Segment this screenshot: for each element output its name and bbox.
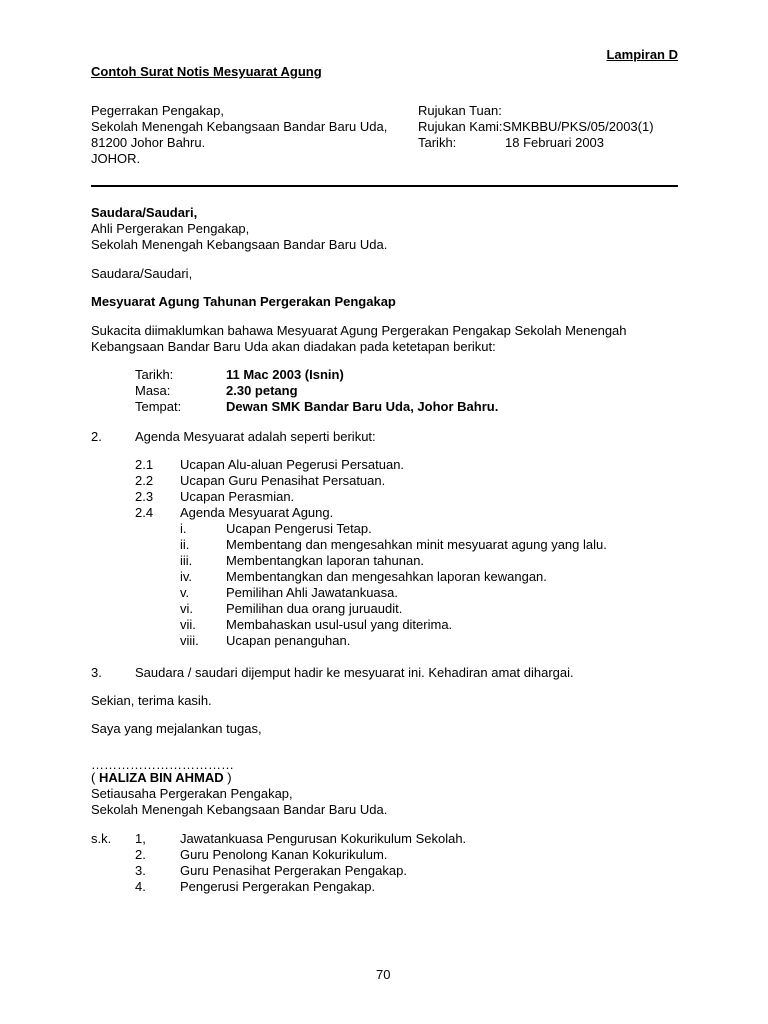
agenda-item [135, 505, 334, 521]
agenda-num: 2.3 [135, 489, 154, 504]
signatory-bracket-open: ( [91, 770, 99, 785]
tarikh-label: Tarikh: [418, 135, 457, 150]
subagenda-num: i. [180, 521, 187, 536]
cc-label: s.k. [91, 831, 112, 846]
sign-intro: Saya yang mejalankan tugas, [91, 721, 262, 736]
agenda-text: Agenda Mesyuarat Agung. [180, 505, 334, 520]
subagenda-num: vii. [180, 617, 196, 632]
subagenda-text: Membentangkan laporan tahunan. [226, 553, 425, 568]
reference-block [418, 103, 654, 151]
subagenda-num: vi. [180, 601, 193, 616]
cc-num: 2. [135, 847, 146, 862]
subagenda-num: ii. [180, 537, 190, 552]
agenda-item [135, 489, 295, 505]
agenda-text: Ucapan Guru Penasihat Persatuan. [180, 473, 386, 488]
signature-line: …………………………… [91, 757, 234, 772]
agenda-num: 2.1 [135, 457, 154, 472]
intro-line: Kebangsaan Bandar Baru Uda akan diadakan pada ketetapan berikut: [91, 339, 496, 354]
agenda-item [135, 473, 386, 489]
sender-address [91, 103, 387, 167]
greeting: Saudara/Saudari, [91, 266, 193, 281]
subagenda-item [180, 569, 547, 585]
detail-row [135, 383, 298, 399]
lampiran-label: Lampiran D [606, 47, 678, 62]
subagenda-item [180, 521, 372, 537]
agenda-num: 2.4 [135, 505, 154, 520]
cc-text: Jawatankuasa Pengurusan Kokurikulum Sekolah. [180, 831, 467, 846]
detail-label: Tempat: [135, 399, 182, 414]
rujukan-kami: Rujukan Kami:SMKBBU/PKS/05/2003(1) [418, 119, 654, 134]
cc-item [135, 879, 376, 895]
horizontal-divider [91, 185, 678, 187]
detail-value: Dewan SMK Bandar Baru Uda, Johor Bahru. [226, 399, 499, 414]
recipient-line: Sekolah Menengah Kebangsaan Bandar Baru Uda. [91, 237, 388, 252]
subagenda-num: viii. [180, 633, 199, 648]
agenda-num: 2.2 [135, 473, 154, 488]
sender-line: Sekolah Menengah Kebangsaan Bandar Baru Uda, [91, 119, 388, 134]
agenda-item [135, 457, 405, 473]
agenda-text: Ucapan Alu-aluan Pegerusi Persatuan. [180, 457, 405, 472]
detail-value: 11 Mac 2003 (Isnin) [226, 367, 344, 382]
subagenda-item [180, 585, 398, 601]
cc-num: 1, [135, 831, 146, 846]
invite-num: 3. [91, 665, 102, 680]
document-title: Contoh Surat Notis Mesyuarat Agung [91, 64, 322, 79]
subagenda-num: iv. [180, 569, 193, 584]
sender-line: Pegerrakan Pengakap, [91, 103, 224, 118]
detail-label: Tarikh: [135, 367, 174, 382]
subagenda-item [180, 537, 607, 553]
cc-text: Guru Penasihat Pergerakan Pengakap. [180, 863, 407, 878]
signatory-school: Sekolah Menengah Kebangsaan Bandar Baru Uda. [91, 802, 388, 817]
agenda-text: Ucapan Perasmian. [180, 489, 295, 504]
detail-label: Masa: [135, 383, 171, 398]
cc-num: 4. [135, 879, 146, 894]
signatory-bracket-close: ) [223, 770, 232, 785]
cc-list [135, 831, 467, 895]
cc-text: Guru Penolong Kanan Kokurikulum. [180, 847, 388, 862]
cc-num: 3. [135, 863, 146, 878]
rujukan-tuan: Rujukan Tuan: [418, 103, 502, 118]
agenda-intro-text: Agenda Mesyuarat adalah seperti berikut: [135, 429, 376, 444]
subagenda-text: Ucapan penanguhan. [226, 633, 351, 648]
intro-line: Sukacita diimaklumkan bahawa Mesyuarat Agung Pergerakan Pengakap Sekolah Menengah [91, 323, 627, 338]
subagenda-text: Pemilihan Ahli Jawatankuasa. [226, 585, 398, 600]
meeting-details [135, 367, 499, 415]
subagenda-item [180, 617, 453, 633]
closing-text: Sekian, terima kasih. [91, 693, 212, 708]
detail-value: 2.30 petang [226, 383, 298, 398]
recipient-block [91, 205, 387, 253]
signatory-name-row [91, 770, 232, 786]
recipient-salutation: Saudara/Saudari, [91, 205, 198, 220]
sender-line: JOHOR. [91, 151, 141, 166]
sender-line: 81200 Johor Bahru. [91, 135, 206, 150]
subagenda-num: v. [180, 585, 190, 600]
subagenda-item [180, 553, 425, 569]
subagenda-text: Membentangkan dan mengesahkan laporan kewangan. [226, 569, 547, 584]
agenda-list [135, 457, 405, 521]
cc-item [135, 863, 407, 879]
subagenda-item [180, 633, 351, 649]
detail-row [135, 399, 499, 415]
cc-item [135, 847, 388, 863]
cc-item [135, 831, 467, 847]
tarikh-value: 18 Februari 2003 [505, 135, 605, 150]
subagenda-num: iii. [180, 553, 193, 568]
page-number: 70 [376, 967, 391, 982]
subagenda-item [180, 601, 403, 617]
invite-text: Saudara / saudari dijemput hadir ke mesyuarat ini. Kehadiran amat dihargai. [135, 665, 574, 680]
signatory-title: Setiausaha Pergerakan Pengakap, [91, 786, 293, 801]
recipient-line: Ahli Pergerakan Pengakap, [91, 221, 250, 236]
subagenda-text: Ucapan Pengerusi Tetap. [226, 521, 372, 536]
subagenda-list [180, 521, 607, 649]
detail-row [135, 367, 344, 383]
subject-heading: Mesyuarat Agung Tahunan Pergerakan Pengakap [91, 294, 396, 309]
subagenda-text: Membentang dan mengesahkan minit mesyuarat agung yang lalu. [226, 537, 607, 552]
subagenda-text: Pemilihan dua orang juruaudit. [226, 601, 403, 616]
agenda-intro-num: 2. [91, 429, 102, 444]
cc-text: Pengerusi Pergerakan Pengakap. [180, 879, 376, 894]
subagenda-text: Membahaskan usul-usul yang diterima. [226, 617, 453, 632]
tarikh-row [418, 135, 654, 151]
signatory-name: HALIZA BIN AHMAD [98, 770, 224, 785]
intro-paragraph [91, 323, 627, 355]
